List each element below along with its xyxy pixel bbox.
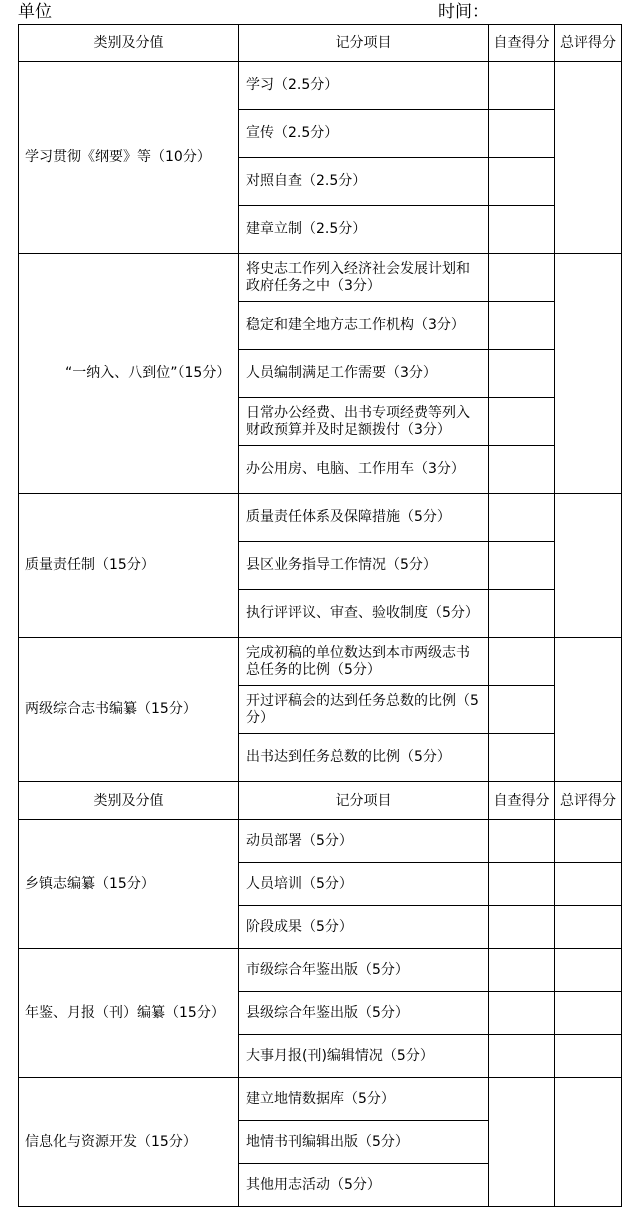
self-score-cell[interactable] (489, 992, 555, 1035)
total-score-cell[interactable] (555, 1078, 622, 1207)
total-score-cell[interactable] (555, 906, 622, 949)
item-cell: 阶段成果（5分） (239, 906, 489, 949)
score-sheet (18, 24, 621, 1207)
item-cell: 动员部署（5分） (239, 820, 489, 863)
item-cell: 建章立制（2.5分） (239, 206, 489, 254)
self-score-cell[interactable] (489, 398, 555, 446)
total-score-cell[interactable] (555, 863, 622, 906)
self-score-cell[interactable] (489, 62, 555, 110)
self-score-cell[interactable] (489, 1078, 555, 1207)
self-score-cell[interactable] (489, 110, 555, 158)
self-score-cell[interactable] (489, 494, 555, 542)
item-cell: 人员编制满足工作需要（3分） (239, 350, 489, 398)
item-cell: 其他用志活动（5分） (239, 1164, 489, 1207)
self-score-cell[interactable] (489, 949, 555, 992)
table-row (19, 638, 622, 686)
item-cell: 办公用房、电脑、工作用车（3分） (239, 446, 489, 494)
item-cell: 完成初稿的单位数达到本市两级志书总任务的比例（5分） (239, 638, 489, 686)
total-score-cell[interactable] (555, 62, 622, 254)
table-row (19, 1078, 622, 1121)
self-score-cell[interactable] (489, 638, 555, 686)
self-score-cell[interactable] (489, 446, 555, 494)
table-row (19, 820, 622, 863)
item-cell: 地情书刊编辑出版（5分） (239, 1121, 489, 1164)
column-header-total-score: 总评得分 (555, 25, 622, 62)
item-cell: 出书达到任务总数的比例（5分） (239, 734, 489, 782)
item-cell: 市级综合年鉴出版（5分） (239, 949, 489, 992)
self-score-cell[interactable] (489, 590, 555, 638)
self-score-cell[interactable] (489, 254, 555, 302)
table-row (19, 494, 622, 542)
self-score-cell[interactable] (489, 206, 555, 254)
self-score-cell[interactable] (489, 863, 555, 906)
score-table (18, 24, 622, 1207)
total-score-cell[interactable] (555, 820, 622, 863)
column-header-item: 记分项目 (239, 25, 489, 62)
total-score-cell[interactable] (555, 992, 622, 1035)
item-cell: 日常办公经费、出书专项经费等列入财政预算并及时足额拨付（3分） (239, 398, 489, 446)
column-header-self-score: 自查得分 (489, 25, 555, 62)
total-score-cell[interactable] (555, 1035, 622, 1078)
self-score-cell[interactable] (489, 542, 555, 590)
item-cell: 对照自查（2.5分） (239, 158, 489, 206)
category-cell: 年鉴、月报（刊）编纂（15分） (19, 949, 239, 1078)
item-cell: 开过评稿会的达到任务总数的比例（5分） (239, 686, 489, 734)
total-score-cell[interactable] (555, 254, 622, 494)
item-cell: 学习（2.5分） (239, 62, 489, 110)
column-header-item: 记分项目 (239, 782, 489, 820)
item-cell: 建立地情数据库（5分） (239, 1078, 489, 1121)
table-header-row (19, 25, 622, 62)
total-score-cell[interactable] (555, 494, 622, 638)
total-score-cell[interactable] (555, 949, 622, 992)
item-cell: 执行评评议、审查、验收制度（5分） (239, 590, 489, 638)
column-header-self-score: 自查得分 (489, 782, 555, 820)
self-score-cell[interactable] (489, 686, 555, 734)
self-score-cell[interactable] (489, 734, 555, 782)
column-header-category: 类别及分值 (19, 25, 239, 62)
item-cell: 县级综合年鉴出版（5分） (239, 992, 489, 1035)
table-row (19, 949, 622, 992)
self-score-cell[interactable] (489, 820, 555, 863)
column-header-category: 类别及分值 (19, 782, 239, 820)
category-cell: 乡镇志编纂（15分） (19, 820, 239, 949)
table-header-row (19, 782, 622, 820)
unit-label: 单位 (18, 2, 52, 22)
category-cell: “一纳入、八到位”（15分） (19, 254, 239, 494)
category-cell: 两级综合志书编纂（15分） (19, 638, 239, 782)
item-cell: 大事月报(刊)编辑情况（5分） (239, 1035, 489, 1078)
category-cell: 学习贯彻《纲要》等（10分） (19, 62, 239, 254)
category-cell: 质量责任制（15分） (19, 494, 239, 638)
time-label: 时间： (438, 2, 489, 22)
self-score-cell[interactable] (489, 1035, 555, 1078)
total-score-cell[interactable] (555, 638, 622, 782)
item-cell: 将史志工作列入经济社会发展计划和政府任务之中（3分） (239, 254, 489, 302)
self-score-cell[interactable] (489, 906, 555, 949)
item-cell: 稳定和建全地方志工作机构（3分） (239, 302, 489, 350)
item-cell: 县区业务指导工作情况（5分） (239, 542, 489, 590)
table-row (19, 254, 622, 302)
self-score-cell[interactable] (489, 302, 555, 350)
item-cell: 质量责任体系及保障措施（5分） (239, 494, 489, 542)
table-row (19, 62, 622, 110)
column-header-total-score: 总评得分 (555, 782, 622, 820)
item-cell: 宣传（2.5分） (239, 110, 489, 158)
category-cell: 信息化与资源开发（15分） (19, 1078, 239, 1207)
self-score-cell[interactable] (489, 350, 555, 398)
item-cell: 人员培训（5分） (239, 863, 489, 906)
self-score-cell[interactable] (489, 158, 555, 206)
